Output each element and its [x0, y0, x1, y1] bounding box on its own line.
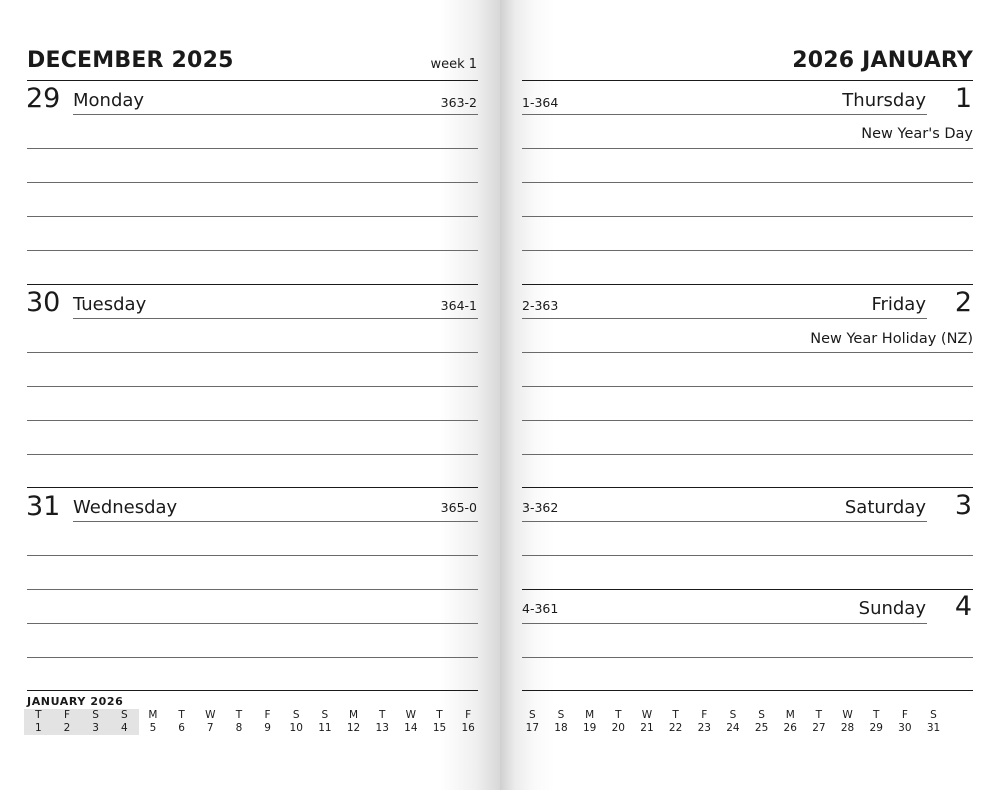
day-name-underline	[73, 521, 478, 522]
mini-calendar-weekday: F	[701, 709, 708, 721]
mini-calendar-weekday: T	[436, 709, 443, 721]
writing-line[interactable]	[27, 420, 478, 421]
mini-calendar-day[interactable]	[397, 709, 426, 735]
mini-calendar-date: 7	[206, 722, 214, 734]
mini-calendar-day[interactable]	[196, 709, 225, 735]
mini-calendar-weekday: S	[92, 709, 99, 721]
day-name-underline	[522, 318, 927, 319]
day-name: Tuesday	[73, 294, 147, 315]
mini-calendar-date: 11	[318, 722, 332, 734]
mini-calendar-weekday: S	[528, 709, 536, 721]
mini-calendar-date: 29	[869, 722, 883, 734]
day-of-year-index: 2-363	[522, 298, 559, 313]
mini-calendar-date: 1	[34, 722, 42, 734]
mini-calendar-day[interactable]	[368, 709, 397, 735]
mini-calendar-date: 12	[346, 722, 361, 734]
writing-line[interactable]	[27, 589, 478, 590]
writing-line[interactable]	[27, 386, 478, 387]
mini-calendar-date: 22	[668, 722, 683, 734]
mini-calendar-weekday: S	[758, 709, 765, 721]
mini-calendar-day[interactable]	[110, 709, 139, 735]
mini-calendar-date: 10	[289, 722, 303, 734]
footer-divider	[522, 690, 973, 691]
writing-line[interactable]	[27, 182, 478, 183]
mini-calendar-date: 23	[697, 722, 711, 734]
day-number: 29	[26, 83, 61, 114]
mini-calendar-weekday: T	[35, 709, 42, 721]
mini-calendar-date: 25	[754, 722, 769, 734]
mini-calendar-date: 20	[611, 722, 625, 734]
mini-calendar-date: 2	[63, 722, 71, 734]
day-divider	[27, 284, 478, 285]
writing-line[interactable]	[522, 216, 973, 217]
mini-calendar-weekday: F	[264, 709, 271, 721]
mini-calendar-day[interactable]	[311, 709, 340, 735]
mini-calendar-day[interactable]	[661, 709, 690, 735]
mini-calendar-weekday: W	[405, 709, 417, 721]
writing-line[interactable]	[522, 386, 973, 387]
mini-calendar-date: 18	[554, 722, 568, 734]
day-number: 30	[26, 287, 61, 318]
mini-calendar-weekday: W	[842, 709, 853, 721]
mini-calendar-weekday: F	[465, 709, 472, 721]
writing-line[interactable]	[522, 250, 973, 251]
mini-calendar-weekday: S	[729, 709, 737, 721]
writing-line[interactable]	[522, 352, 973, 353]
day-of-year-index: 4-361	[522, 601, 559, 616]
writing-line[interactable]	[27, 250, 478, 251]
mini-calendar-day[interactable]	[919, 709, 948, 735]
mini-calendar-day[interactable]	[891, 709, 920, 735]
mini-calendar-day[interactable]	[53, 709, 82, 735]
day-divider	[27, 487, 478, 488]
mini-calendar-weekday: M	[585, 709, 595, 721]
mini-calendar-right	[518, 709, 948, 735]
mini-calendar-weekday: T	[378, 709, 386, 721]
mini-calendar-day[interactable]	[633, 709, 662, 735]
mini-calendar-date: 4	[120, 722, 128, 734]
mini-calendar-day[interactable]	[425, 709, 454, 735]
mini-calendar-day[interactable]	[454, 709, 483, 735]
holiday-label: New Year Holiday (NZ)	[810, 331, 973, 347]
day-name: Friday	[871, 294, 926, 315]
mini-calendar-date: 5	[149, 722, 157, 734]
footer-divider	[27, 690, 478, 691]
mini-calendar-left	[24, 709, 483, 735]
mini-calendar-day[interactable]	[776, 709, 805, 735]
day-name-underline	[522, 623, 927, 624]
day-name-underline	[522, 114, 927, 115]
writing-line[interactable]	[27, 454, 478, 455]
mini-calendar-date: 19	[582, 722, 597, 734]
day-name: Saturday	[844, 497, 926, 518]
week-label: week 1	[430, 57, 477, 72]
mini-calendar-day[interactable]	[747, 709, 776, 735]
day-number: 2	[954, 287, 972, 318]
mini-calendar-day[interactable]	[862, 709, 891, 735]
mini-calendar-date: 15	[432, 722, 447, 734]
mini-calendar-day[interactable]	[575, 709, 604, 735]
day-number: 1	[954, 83, 972, 114]
mini-calendar-weekday: W	[641, 709, 653, 721]
mini-calendar-date: 16	[461, 722, 475, 734]
mini-calendar-weekday: T	[235, 709, 243, 721]
mini-calendar-day[interactable]	[24, 709, 53, 735]
mini-calendar-weekday: F	[901, 709, 908, 721]
day-name-underline	[73, 114, 478, 115]
mini-calendar-day[interactable]	[690, 709, 719, 735]
day-of-year-index: 365-0	[440, 500, 477, 515]
mini-calendar-day[interactable]	[339, 709, 368, 735]
mini-calendar-date: 9	[264, 722, 271, 734]
writing-line[interactable]	[522, 420, 973, 421]
mini-calendar-date: 24	[726, 722, 740, 734]
mini-calendar-weekday: F	[63, 709, 70, 721]
mini-calendar-weekday: S	[321, 709, 329, 721]
mini-calendar-date: 17	[525, 722, 540, 734]
writing-line[interactable]	[27, 623, 478, 624]
day-name: Sunday	[858, 598, 926, 619]
mini-calendar-date: 26	[783, 722, 797, 734]
writing-line[interactable]	[27, 657, 478, 658]
mini-calendar-weekday: S	[292, 709, 300, 721]
mini-calendar-day[interactable]	[547, 709, 576, 735]
mini-calendar-day[interactable]	[805, 709, 834, 735]
day-divider	[522, 487, 973, 488]
writing-line[interactable]	[27, 216, 478, 217]
mini-calendar-weekday: W	[205, 709, 216, 721]
mini-calendar-day[interactable]	[604, 709, 633, 735]
mini-calendar-weekday: T	[615, 709, 622, 721]
writing-line[interactable]	[522, 454, 973, 455]
writing-line[interactable]	[27, 148, 478, 149]
day-of-year-index: 1-364	[522, 95, 559, 110]
mini-calendar-date: 28	[840, 722, 855, 734]
mini-calendar-date: 3	[92, 722, 99, 734]
mini-calendar-date: 31	[926, 722, 941, 734]
month-header-january: 2026 JANUARY	[792, 48, 973, 73]
writing-line[interactable]	[522, 555, 973, 556]
mini-calendar-date: 27	[812, 722, 826, 734]
mini-calendar-date: 14	[404, 722, 418, 734]
day-name-underline	[73, 318, 478, 319]
mini-calendar-weekday: M	[785, 709, 795, 721]
mini-calendar-weekday: S	[557, 709, 565, 721]
header-divider	[522, 80, 973, 81]
mini-calendar-day[interactable]	[167, 709, 196, 735]
mini-calendar-weekday: T	[815, 709, 823, 721]
day-divider	[522, 284, 973, 285]
day-number: 31	[26, 491, 61, 522]
mini-calendar-day[interactable]	[253, 709, 282, 735]
writing-line[interactable]	[522, 148, 973, 149]
day-of-year-index: 3-362	[522, 500, 559, 515]
writing-line[interactable]	[27, 352, 478, 353]
day-of-year-index: 364-1	[440, 298, 477, 313]
mini-calendar-date: 30	[898, 722, 912, 734]
mini-calendar-day[interactable]	[81, 709, 110, 735]
month-header-december: DECEMBER 2025	[27, 48, 234, 73]
day-divider	[522, 589, 973, 590]
mini-calendar-weekday: S	[930, 709, 937, 721]
mini-calendar-day[interactable]	[139, 709, 168, 735]
day-name: Monday	[73, 90, 145, 111]
right-page	[500, 0, 1000, 790]
writing-line[interactable]	[522, 182, 973, 183]
writing-line[interactable]	[522, 657, 973, 658]
mini-calendar-day[interactable]	[282, 709, 311, 735]
mini-calendar-date: 8	[235, 722, 243, 734]
mini-calendar-date: 13	[375, 722, 389, 734]
day-of-year-index: 363-2	[440, 95, 477, 110]
day-number: 3	[954, 490, 972, 521]
mini-calendar-day[interactable]	[719, 709, 748, 735]
writing-line[interactable]	[27, 555, 478, 556]
mini-calendar-day[interactable]	[225, 709, 254, 735]
mini-calendar-day[interactable]	[833, 709, 862, 735]
mini-calendar-day[interactable]	[518, 709, 547, 735]
day-name: Thursday	[842, 90, 926, 111]
mini-calendar-title: JANUARY 2026	[27, 695, 124, 708]
mini-calendar-date: 6	[178, 722, 185, 734]
holiday-label: New Year's Day	[861, 126, 973, 142]
mini-calendar-weekday: M	[349, 709, 359, 721]
mini-calendar-weekday: S	[120, 709, 128, 721]
mini-calendar-weekday: M	[148, 709, 158, 721]
mini-calendar-weekday: T	[672, 709, 679, 721]
day-name: Wednesday	[73, 497, 178, 518]
mini-calendar-weekday: T	[178, 709, 185, 721]
day-number: 4	[954, 591, 972, 622]
header-divider	[27, 80, 478, 81]
mini-calendar-weekday: T	[872, 709, 880, 721]
mini-calendar-date: 21	[640, 722, 654, 734]
day-name-underline	[522, 521, 927, 522]
